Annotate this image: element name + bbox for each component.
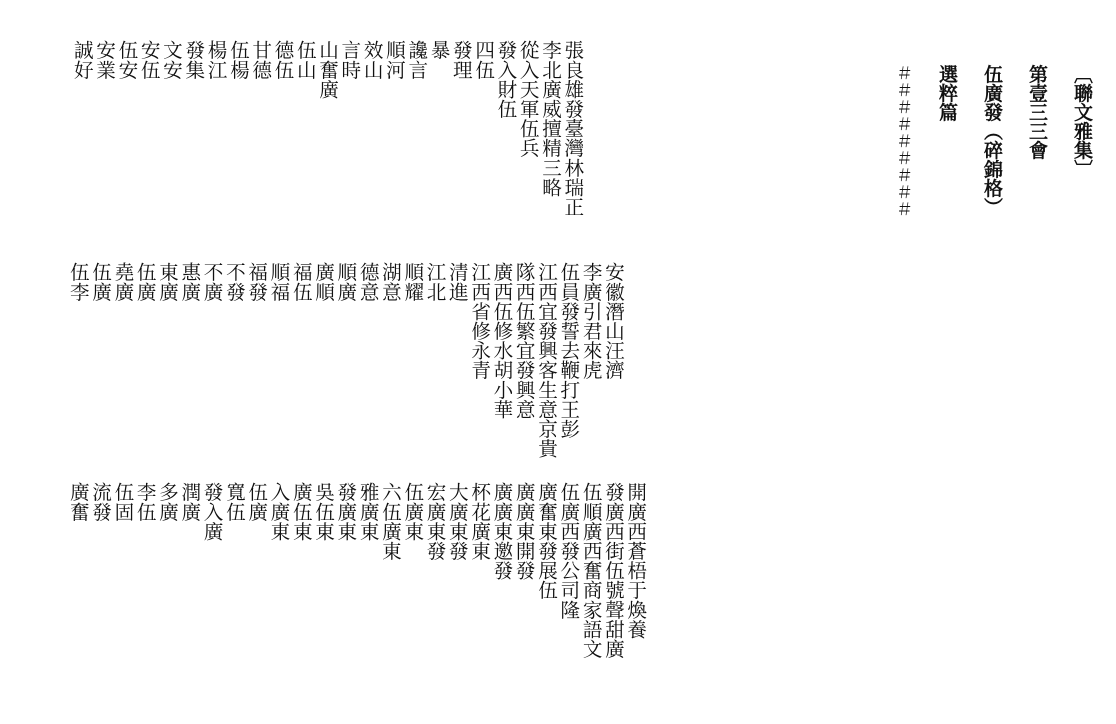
text-column: 德意 — [356, 262, 380, 302]
text-column: 東廣 — [155, 262, 179, 302]
text-column: 伍楊 — [226, 40, 250, 80]
text-column: 隊西伍繁宜發興意 — [512, 262, 536, 419]
text-column: 伍廣 — [244, 482, 268, 522]
text-column: 楊江 — [204, 40, 228, 80]
text-column: 安業 — [92, 40, 116, 80]
text-column: 大廣東發 — [445, 482, 469, 561]
text-column: 流發 — [88, 482, 112, 522]
text-column: 福伍 — [289, 262, 313, 302]
text-column: 言時 — [337, 40, 361, 80]
text-column: 江西宜發興客生意京貴 — [534, 262, 558, 458]
text-column: 廣廣東開發 — [512, 482, 536, 580]
text-column: 李北廣威擅精三略 — [538, 40, 562, 197]
text-column: 效山 — [360, 40, 384, 80]
text-column: 暴 — [427, 40, 451, 60]
text-column: 伍山 — [293, 40, 317, 80]
text-column: 伍安 — [114, 40, 138, 80]
text-column: 雅廣東 — [356, 482, 380, 541]
text-column: 伍廣東 — [400, 482, 424, 541]
text-column: 不廣 — [200, 262, 224, 302]
text-column: 伍固 — [110, 482, 134, 522]
text-column: 入廣東 — [266, 482, 290, 541]
text-column: 廣廣東邀發 — [489, 482, 513, 580]
text-column: 不發 — [222, 262, 246, 302]
text-column: 惠廣 — [177, 262, 201, 302]
text-column: 福發 — [244, 262, 268, 302]
text-column: 順耀 — [400, 262, 424, 302]
text-column: 伍廣 — [88, 262, 112, 302]
section-title: 選粹篇 — [936, 64, 958, 122]
text-column: 從入天軍伍兵 — [516, 40, 540, 158]
text-column: 發入廣 — [200, 482, 224, 541]
text-column: 順福 — [266, 262, 290, 302]
text-column: 潤廣 — [177, 482, 201, 522]
text-column: 李廣引君來虎 — [579, 262, 603, 380]
text-column: 杯花廣東 — [467, 482, 491, 561]
text-column: 廣西伍修水胡小華 — [489, 262, 513, 419]
text-column: 誠好 — [70, 40, 94, 80]
text-column: 發廣西街伍號聲甜廣 — [601, 482, 625, 659]
text-column: 清進 — [445, 262, 469, 302]
meeting-number: 第壹三三會 — [1026, 64, 1048, 160]
text-column: 伍李 — [66, 262, 90, 302]
text-column: 安伍 — [137, 40, 161, 80]
text-column: 開廣西蒼梧于煥養 — [623, 482, 647, 639]
text-column: 廣奮東發展伍 — [534, 482, 558, 600]
text-column: 湖意 — [378, 262, 402, 302]
text-column: 江西省修永青 — [467, 262, 491, 380]
text-column: 廣奮 — [66, 482, 90, 522]
text-column: 李伍 — [133, 482, 157, 522]
text-column: 甘德 — [248, 40, 272, 80]
poem-block-1 — [70, 40, 583, 260]
poem-block-2 — [66, 262, 623, 484]
text-column: 寬伍 — [222, 482, 246, 522]
text-column: 四伍 — [471, 40, 495, 80]
text-column: 伍廣西發公司隆 — [556, 482, 580, 620]
text-column: 宏廣東發 — [423, 482, 447, 561]
collection-header — [868, 40, 1116, 266]
text-column: 發理 — [449, 40, 473, 80]
series-title: 〔聯文雅集〕 — [1071, 64, 1093, 179]
text-column: 六伍廣東 — [378, 482, 402, 561]
text-column: 發入財伍 — [493, 40, 517, 119]
text-column: 多廣 — [155, 482, 179, 522]
text-column: 讒言 — [404, 40, 428, 80]
text-column: 堯廣 — [110, 262, 134, 302]
text-column: 伍順廣西奮商家語文 — [579, 482, 603, 659]
text-column: 順河 — [382, 40, 406, 80]
text-column: 吳伍東 — [311, 482, 335, 541]
text-column: 廣伍東 — [289, 482, 313, 541]
text-column: 德伍 — [270, 40, 294, 80]
text-column: 山奮廣 — [315, 40, 339, 99]
text-column: 廣順 — [311, 262, 335, 302]
text-column: 發集 — [181, 40, 205, 80]
text-column: 文安 — [159, 40, 183, 80]
separator-marks: ＃＃＃＃＃＃＃＃＃ — [892, 64, 912, 218]
text-column: 江北 — [423, 262, 447, 302]
text-column: 順廣 — [333, 262, 357, 302]
text-column: 伍廣 — [133, 262, 157, 302]
text-column: 發廣東 — [333, 482, 357, 541]
theme-title: 伍廣發（碎錦格） — [981, 64, 1003, 217]
text-column: 張良雄發臺灣林瑞正 — [560, 40, 584, 217]
text-column: 安徽潛山汪濟 — [601, 262, 625, 380]
text-column: 伍員發誓去鞭打王彭 — [556, 262, 580, 439]
poem-block-3 — [66, 482, 646, 704]
